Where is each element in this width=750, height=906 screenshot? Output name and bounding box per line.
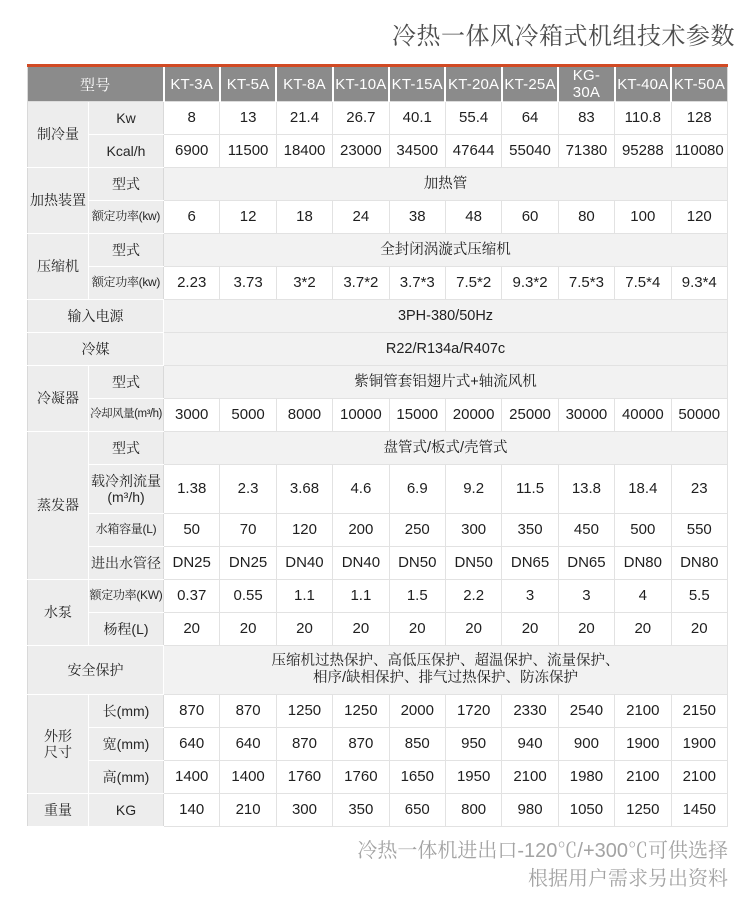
value-cell: 900 xyxy=(558,728,614,761)
value-cell: 800 xyxy=(445,794,501,827)
value-cell: 20 xyxy=(276,613,332,646)
model-header-cell: KT-3A xyxy=(164,66,220,102)
value-cell: DN40 xyxy=(276,547,332,580)
row-label-cell: 冷却风量(m³/h) xyxy=(89,399,164,432)
value-cell: 26.7 xyxy=(333,102,389,135)
value-cell: 300 xyxy=(445,514,501,547)
row-label-cell: 安全保护 xyxy=(28,646,164,695)
value-cell: 120 xyxy=(671,201,727,234)
value-cell: 48 xyxy=(445,201,501,234)
value-cell: 95288 xyxy=(615,135,671,168)
group-label-cell: 冷凝器 xyxy=(28,366,89,432)
value-cell: 20 xyxy=(615,613,671,646)
value-cell: 1950 xyxy=(445,761,501,794)
value-cell: 650 xyxy=(389,794,445,827)
table-row xyxy=(28,580,728,613)
table-row xyxy=(28,399,728,432)
value-cell: 2100 xyxy=(502,761,558,794)
group-label-cell: 制冷量 xyxy=(28,102,89,168)
value-cell: 2100 xyxy=(615,695,671,728)
value-cell: 1400 xyxy=(220,761,276,794)
value-cell: 2330 xyxy=(502,695,558,728)
row-label-cell: 长(mm) xyxy=(89,695,164,728)
row-label-cell: KG xyxy=(89,794,164,827)
footer-note-line1: 冷热一体机进出口-120℃/+300℃可供选择 xyxy=(357,840,728,862)
value-cell: 71380 xyxy=(558,135,614,168)
value-cell: 1720 xyxy=(445,695,501,728)
merged-value-cell: 加热管 xyxy=(164,168,728,201)
value-cell: 13.8 xyxy=(558,465,614,514)
value-cell: 870 xyxy=(220,695,276,728)
value-cell: DN50 xyxy=(389,547,445,580)
row-label-cell: 杨程(L) xyxy=(89,613,164,646)
value-cell: 3.7*2 xyxy=(333,267,389,300)
table-row xyxy=(28,728,728,761)
value-cell: 110.8 xyxy=(615,102,671,135)
model-header-cell: KT-50A xyxy=(671,66,727,102)
table-row xyxy=(28,168,728,201)
model-header-cell: KG-30A xyxy=(558,66,614,102)
value-cell: DN65 xyxy=(502,547,558,580)
value-cell: 20 xyxy=(502,613,558,646)
table-row xyxy=(28,300,728,333)
table-row xyxy=(28,613,728,646)
model-header-cell: KT-8A xyxy=(276,66,332,102)
merged-value-cell: 压缩机过热保护、高低压保护、超温保护、流量保护、 相序/缺相保护、排气过热保护、防冻保护 xyxy=(164,646,728,695)
value-cell: 870 xyxy=(333,728,389,761)
value-cell: 40.1 xyxy=(389,102,445,135)
model-header-cell: KT-20A xyxy=(445,66,501,102)
footer-note-line2: 根据用户需求另出资料 xyxy=(528,868,728,890)
value-cell: 3000 xyxy=(164,399,220,432)
group-label-cell: 水泵 xyxy=(28,580,89,646)
row-label-cell: 额定功率(kw) xyxy=(89,201,164,234)
value-cell: 9.3*4 xyxy=(671,267,727,300)
spec-table-wrap xyxy=(27,64,728,827)
row-label-cell: 输入电源 xyxy=(28,300,164,333)
model-header-cell: KT-15A xyxy=(389,66,445,102)
row-label-cell: 宽(mm) xyxy=(89,728,164,761)
table-row xyxy=(28,695,728,728)
value-cell: 2.3 xyxy=(220,465,276,514)
group-label-cell: 压缩机 xyxy=(28,234,89,300)
row-label-cell: Kcal/h xyxy=(89,135,164,168)
table-row xyxy=(28,547,728,580)
value-cell: 550 xyxy=(671,514,727,547)
value-cell: 1400 xyxy=(164,761,220,794)
model-header-cell: KT-5A xyxy=(220,66,276,102)
value-cell: 1900 xyxy=(615,728,671,761)
group-label-cell: 外形 尺寸 xyxy=(28,695,89,794)
value-cell: 3 xyxy=(558,580,614,613)
page-title: 冷热一体风冷箱式机组技术参数 xyxy=(392,23,735,50)
value-cell: 2540 xyxy=(558,695,614,728)
model-header-cell: KT-25A xyxy=(502,66,558,102)
merged-value-cell: 3PH-380/50Hz xyxy=(164,300,728,333)
value-cell: 9.2 xyxy=(445,465,501,514)
value-cell: 640 xyxy=(164,728,220,761)
value-cell: 1250 xyxy=(615,794,671,827)
value-cell: 40000 xyxy=(615,399,671,432)
value-cell: 100 xyxy=(615,201,671,234)
value-cell: 1050 xyxy=(558,794,614,827)
value-cell: 55040 xyxy=(502,135,558,168)
value-cell: 1.1 xyxy=(276,580,332,613)
value-cell: 7.5*3 xyxy=(558,267,614,300)
value-cell: 140 xyxy=(164,794,220,827)
group-label-cell: 蒸发器 xyxy=(28,432,89,580)
value-cell: 210 xyxy=(220,794,276,827)
table-row xyxy=(28,432,728,465)
value-cell: 500 xyxy=(615,514,671,547)
value-cell: 1980 xyxy=(558,761,614,794)
row-label-cell: 额定功率(KW) xyxy=(89,580,164,613)
value-cell: 64 xyxy=(502,102,558,135)
value-cell: 2000 xyxy=(389,695,445,728)
value-cell: 20000 xyxy=(445,399,501,432)
value-cell: 640 xyxy=(220,728,276,761)
value-cell: 7.5*2 xyxy=(445,267,501,300)
row-label-cell: 型式 xyxy=(89,432,164,465)
value-cell: 8000 xyxy=(276,399,332,432)
row-label-cell: 高(mm) xyxy=(89,761,164,794)
value-cell: 6900 xyxy=(164,135,220,168)
value-cell: 47644 xyxy=(445,135,501,168)
value-cell: 5000 xyxy=(220,399,276,432)
row-label-cell: 型式 xyxy=(89,168,164,201)
value-cell: 18.4 xyxy=(615,465,671,514)
header-row xyxy=(28,66,728,102)
value-cell: 6.9 xyxy=(389,465,445,514)
value-cell: 13 xyxy=(220,102,276,135)
value-cell: 50000 xyxy=(671,399,727,432)
table-row xyxy=(28,234,728,267)
value-cell: 30000 xyxy=(558,399,614,432)
value-cell: 83 xyxy=(558,102,614,135)
value-cell: 450 xyxy=(558,514,614,547)
value-cell: 2150 xyxy=(671,695,727,728)
value-cell: 7.5*4 xyxy=(615,267,671,300)
value-cell: DN80 xyxy=(615,547,671,580)
value-cell: 4.6 xyxy=(333,465,389,514)
row-label-cell: 额定功率(kw) xyxy=(89,267,164,300)
spec-table-body xyxy=(28,102,728,827)
value-cell: 8 xyxy=(164,102,220,135)
value-cell: 12 xyxy=(220,201,276,234)
value-cell: 110080 xyxy=(671,135,727,168)
value-cell: 350 xyxy=(502,514,558,547)
value-cell: 18400 xyxy=(276,135,332,168)
value-cell: 1.5 xyxy=(389,580,445,613)
value-cell: 3.7*3 xyxy=(389,267,445,300)
value-cell: 2100 xyxy=(615,761,671,794)
value-cell: 20 xyxy=(220,613,276,646)
merged-value-cell: R22/R134a/R407c xyxy=(164,333,728,366)
value-cell: 25000 xyxy=(502,399,558,432)
value-cell: 1650 xyxy=(389,761,445,794)
table-row xyxy=(28,333,728,366)
value-cell: 38 xyxy=(389,201,445,234)
value-cell: DN50 xyxy=(445,547,501,580)
value-cell: 10000 xyxy=(333,399,389,432)
value-cell: 20 xyxy=(333,613,389,646)
table-row xyxy=(28,514,728,547)
table-row xyxy=(28,135,728,168)
value-cell: 15000 xyxy=(389,399,445,432)
value-cell: 24 xyxy=(333,201,389,234)
merged-value-cell: 盘管式/板式/壳管式 xyxy=(164,432,728,465)
row-label-cell: 载冷剂流量 (m³/h) xyxy=(89,465,164,514)
value-cell: 11500 xyxy=(220,135,276,168)
value-cell: 20 xyxy=(671,613,727,646)
value-cell: 1760 xyxy=(276,761,332,794)
value-cell: 60 xyxy=(502,201,558,234)
value-cell: 1.38 xyxy=(164,465,220,514)
table-row xyxy=(28,201,728,234)
value-cell: 70 xyxy=(220,514,276,547)
table-row xyxy=(28,761,728,794)
model-header-cell: KT-40A xyxy=(615,66,671,102)
value-cell: 950 xyxy=(445,728,501,761)
row-label-cell: 型式 xyxy=(89,366,164,399)
value-cell: 0.37 xyxy=(164,580,220,613)
table-row xyxy=(28,646,728,695)
value-cell: 18 xyxy=(276,201,332,234)
value-cell: DN65 xyxy=(558,547,614,580)
row-label-cell: Kw xyxy=(89,102,164,135)
value-cell: 0.55 xyxy=(220,580,276,613)
value-cell: 80 xyxy=(558,201,614,234)
value-cell: 3 xyxy=(502,580,558,613)
value-cell: 250 xyxy=(389,514,445,547)
value-cell: DN25 xyxy=(220,547,276,580)
value-cell: 120 xyxy=(276,514,332,547)
value-cell: DN25 xyxy=(164,547,220,580)
value-cell: 850 xyxy=(389,728,445,761)
spec-table xyxy=(27,64,728,827)
group-label-cell: 重量 xyxy=(28,794,89,827)
row-label-cell: 冷媒 xyxy=(28,333,164,366)
table-row xyxy=(28,794,728,827)
row-label-cell: 型式 xyxy=(89,234,164,267)
value-cell: DN40 xyxy=(333,547,389,580)
value-cell: 200 xyxy=(333,514,389,547)
merged-value-cell: 全封闭涡漩式压缩机 xyxy=(164,234,728,267)
value-cell: DN80 xyxy=(671,547,727,580)
value-cell: 1900 xyxy=(671,728,727,761)
value-cell: 9.3*2 xyxy=(502,267,558,300)
row-label-cell: 进出水管径 xyxy=(89,547,164,580)
value-cell: 11.5 xyxy=(502,465,558,514)
value-cell: 870 xyxy=(276,728,332,761)
value-cell: 1760 xyxy=(333,761,389,794)
value-cell: 20 xyxy=(389,613,445,646)
value-cell: 20 xyxy=(164,613,220,646)
value-cell: 2.23 xyxy=(164,267,220,300)
table-row xyxy=(28,465,728,514)
value-cell: 20 xyxy=(558,613,614,646)
model-header-cell: KT-10A xyxy=(333,66,389,102)
value-cell: 5.5 xyxy=(671,580,727,613)
value-cell: 20 xyxy=(445,613,501,646)
value-cell: 3.73 xyxy=(220,267,276,300)
value-cell: 940 xyxy=(502,728,558,761)
value-cell: 300 xyxy=(276,794,332,827)
value-cell: 23000 xyxy=(333,135,389,168)
value-cell: 128 xyxy=(671,102,727,135)
model-column-header: 型号 xyxy=(28,66,164,102)
value-cell: 1.1 xyxy=(333,580,389,613)
value-cell: 21.4 xyxy=(276,102,332,135)
value-cell: 3*2 xyxy=(276,267,332,300)
group-label-cell: 加热装置 xyxy=(28,168,89,234)
table-row xyxy=(28,267,728,300)
row-label-cell: 水箱容量(L) xyxy=(89,514,164,547)
value-cell: 1250 xyxy=(333,695,389,728)
value-cell: 34500 xyxy=(389,135,445,168)
value-cell: 1250 xyxy=(276,695,332,728)
value-cell: 980 xyxy=(502,794,558,827)
value-cell: 350 xyxy=(333,794,389,827)
footer-notes xyxy=(0,837,728,893)
value-cell: 870 xyxy=(164,695,220,728)
value-cell: 3.68 xyxy=(276,465,332,514)
table-row xyxy=(28,102,728,135)
value-cell: 55.4 xyxy=(445,102,501,135)
value-cell: 6 xyxy=(164,201,220,234)
merged-value-cell: 紫铜管套铝翅片式+轴流风机 xyxy=(164,366,728,399)
value-cell: 23 xyxy=(671,465,727,514)
value-cell: 50 xyxy=(164,514,220,547)
value-cell: 2.2 xyxy=(445,580,501,613)
table-row xyxy=(28,366,728,399)
value-cell: 4 xyxy=(615,580,671,613)
value-cell: 1450 xyxy=(671,794,727,827)
value-cell: 2100 xyxy=(671,761,727,794)
